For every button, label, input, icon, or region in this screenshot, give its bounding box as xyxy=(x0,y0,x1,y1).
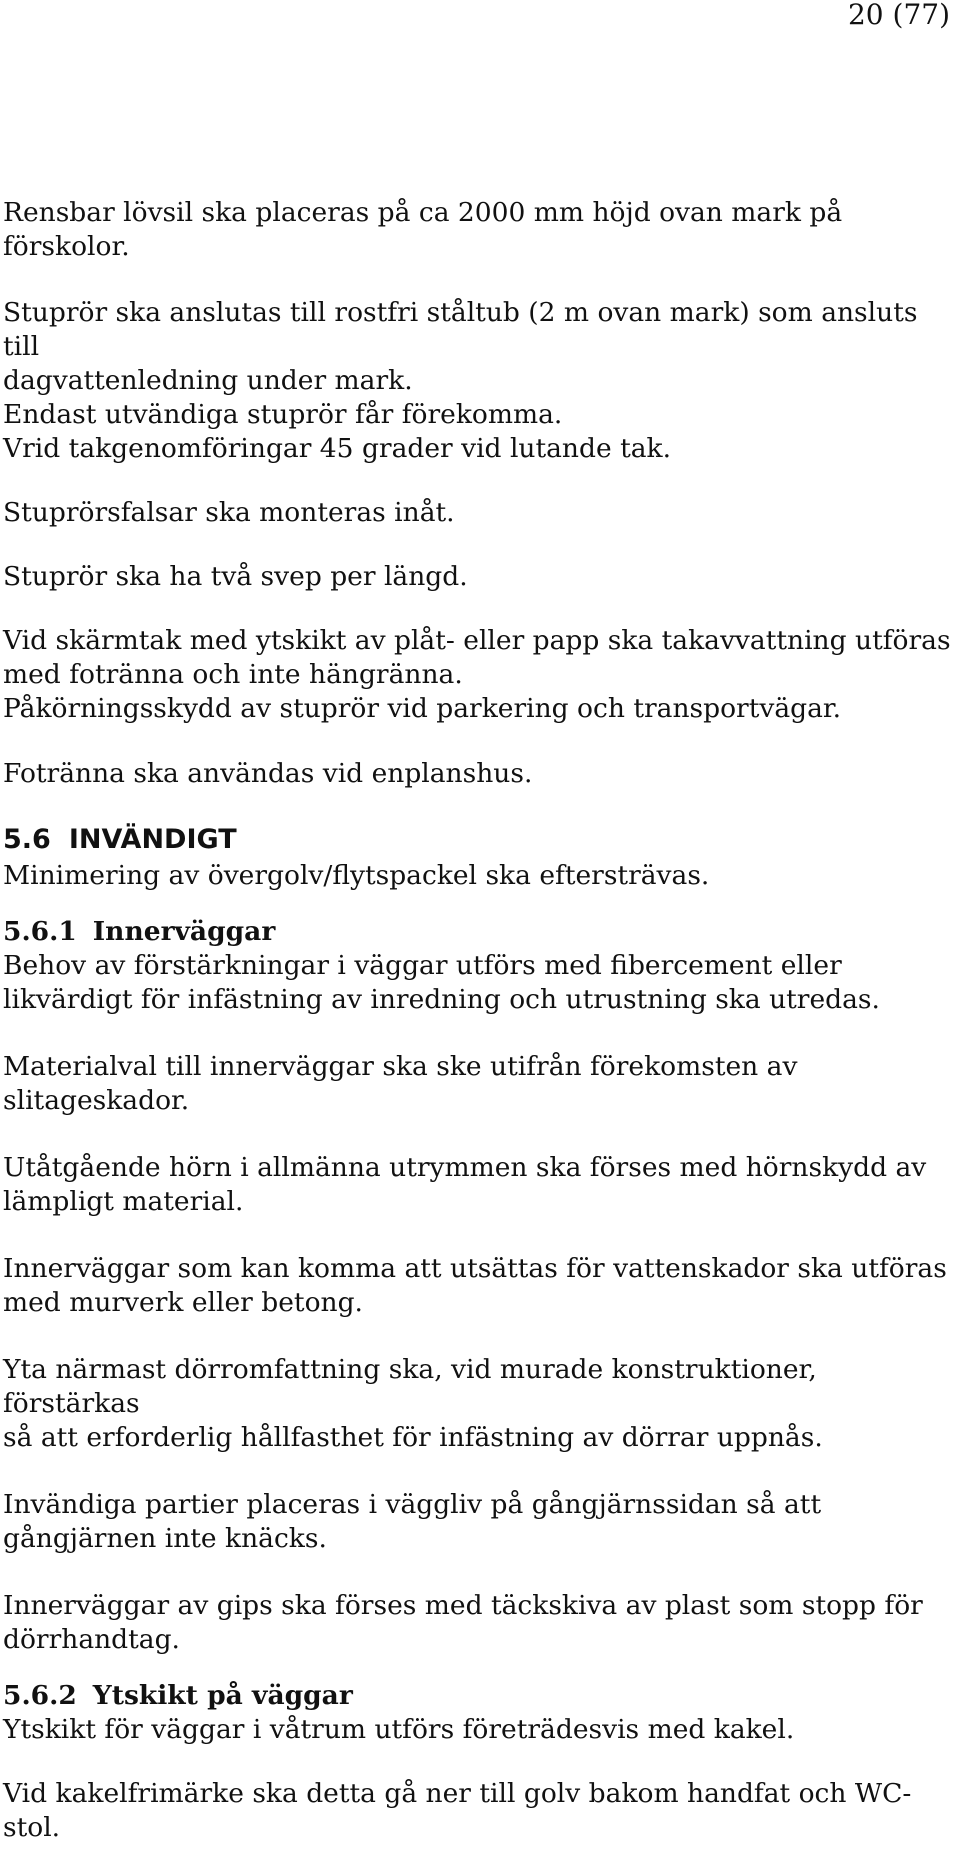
paragraph-svep-per-langd: Stuprör ska ha två svep per längd. xyxy=(3,561,468,592)
paragraph-gips: Innerväggar av gips ska förses med täckskiva av plast som stopp för dörrhandtag. xyxy=(3,1590,923,1655)
paragraph-utvandiga-stupror: Endast utvändiga stuprör får förekomma. xyxy=(3,399,563,430)
paragraph-vattenskador: Innerväggar som kan komma att utsättas för vattenskador ska utföras med murverk eller betong. xyxy=(3,1253,947,1318)
paragraph-utatgaende-horn: Utåtgående hörn i allmänna utrymmen ska förses med hörnskydd av lämpligt material. xyxy=(3,1152,927,1217)
paragraph-vatrum-kakel: Ytskikt för väggar i våtrum utförs företrädesvis med kakel. xyxy=(3,1714,795,1745)
section-heading-5-6 xyxy=(3,823,953,857)
paragraph-rensbar-lovsil: Rensbar lövsil ska placeras på ca 2000 mm höjd ovan mark på förskolor. xyxy=(3,197,843,262)
section-title: Innerväggar xyxy=(92,916,276,947)
paragraph-stuprorsfalsar: Stuprörsfalsar ska monteras inåt. xyxy=(3,497,455,528)
document-body xyxy=(3,196,953,1845)
paragraph-kakelfrimarke: Vid kakelfrimärke ska detta gå ner till golv bakom handfat och WC- stol. xyxy=(3,1778,912,1843)
section-title: Ytskikt på väggar xyxy=(92,1680,353,1711)
section-number: 5.6.1 xyxy=(3,916,77,947)
page-number: 20 (77) xyxy=(847,0,950,31)
paragraph-materialval: Materialval till innerväggar ska ske utifrån förekomsten av slitageskador. xyxy=(3,1051,798,1116)
paragraph-forstarkningar: Behov av förstärkningar i väggar utförs med fibercement eller likvärdigt för infästning av inredning och utrustning ska utredas. xyxy=(3,950,880,1015)
paragraph-invandiga-partier: Invändiga partier placeras i väggliv på gångjärnssidan så att gångjärnen inte knäcks. xyxy=(3,1489,822,1554)
section-number: 5.6.2 xyxy=(3,1680,77,1711)
paragraph-pakorningsskydd: Påkörningsskydd av stuprör vid parkering och transportvägar. xyxy=(3,693,842,724)
paragraph-stupror-anslutas: Stuprör ska anslutas till rostfri ståltub (2 m ovan mark) som ansluts till dagvattenledning under mark. xyxy=(3,297,918,396)
paragraph-takgenomforingar: Vrid takgenomföringar 45 grader vid lutande tak. xyxy=(3,433,671,464)
section-heading-5-6-1 xyxy=(3,915,953,949)
paragraph-dorromfattning: Yta närmast dörromfattning ska, vid murade konstruktioner, förstärkas så att erforderlig hållfasthet för infästning av dörrar uppnås. xyxy=(3,1354,823,1453)
paragraph-overgolv: Minimering av övergolv/flytspackel ska eftersträvas. xyxy=(3,860,710,891)
paragraph-fotranna: Fotränna ska användas vid enplanshus. xyxy=(3,758,533,789)
section-number: 5.6 xyxy=(3,824,51,855)
section-heading-5-6-2 xyxy=(3,1679,953,1713)
section-title: INVÄNDIGT xyxy=(68,824,237,855)
paragraph-skarmtak: Vid skärmtak med ytskikt av plåt- eller papp ska takavvattning utföras med fotränna och inte hängränna. xyxy=(3,625,951,690)
